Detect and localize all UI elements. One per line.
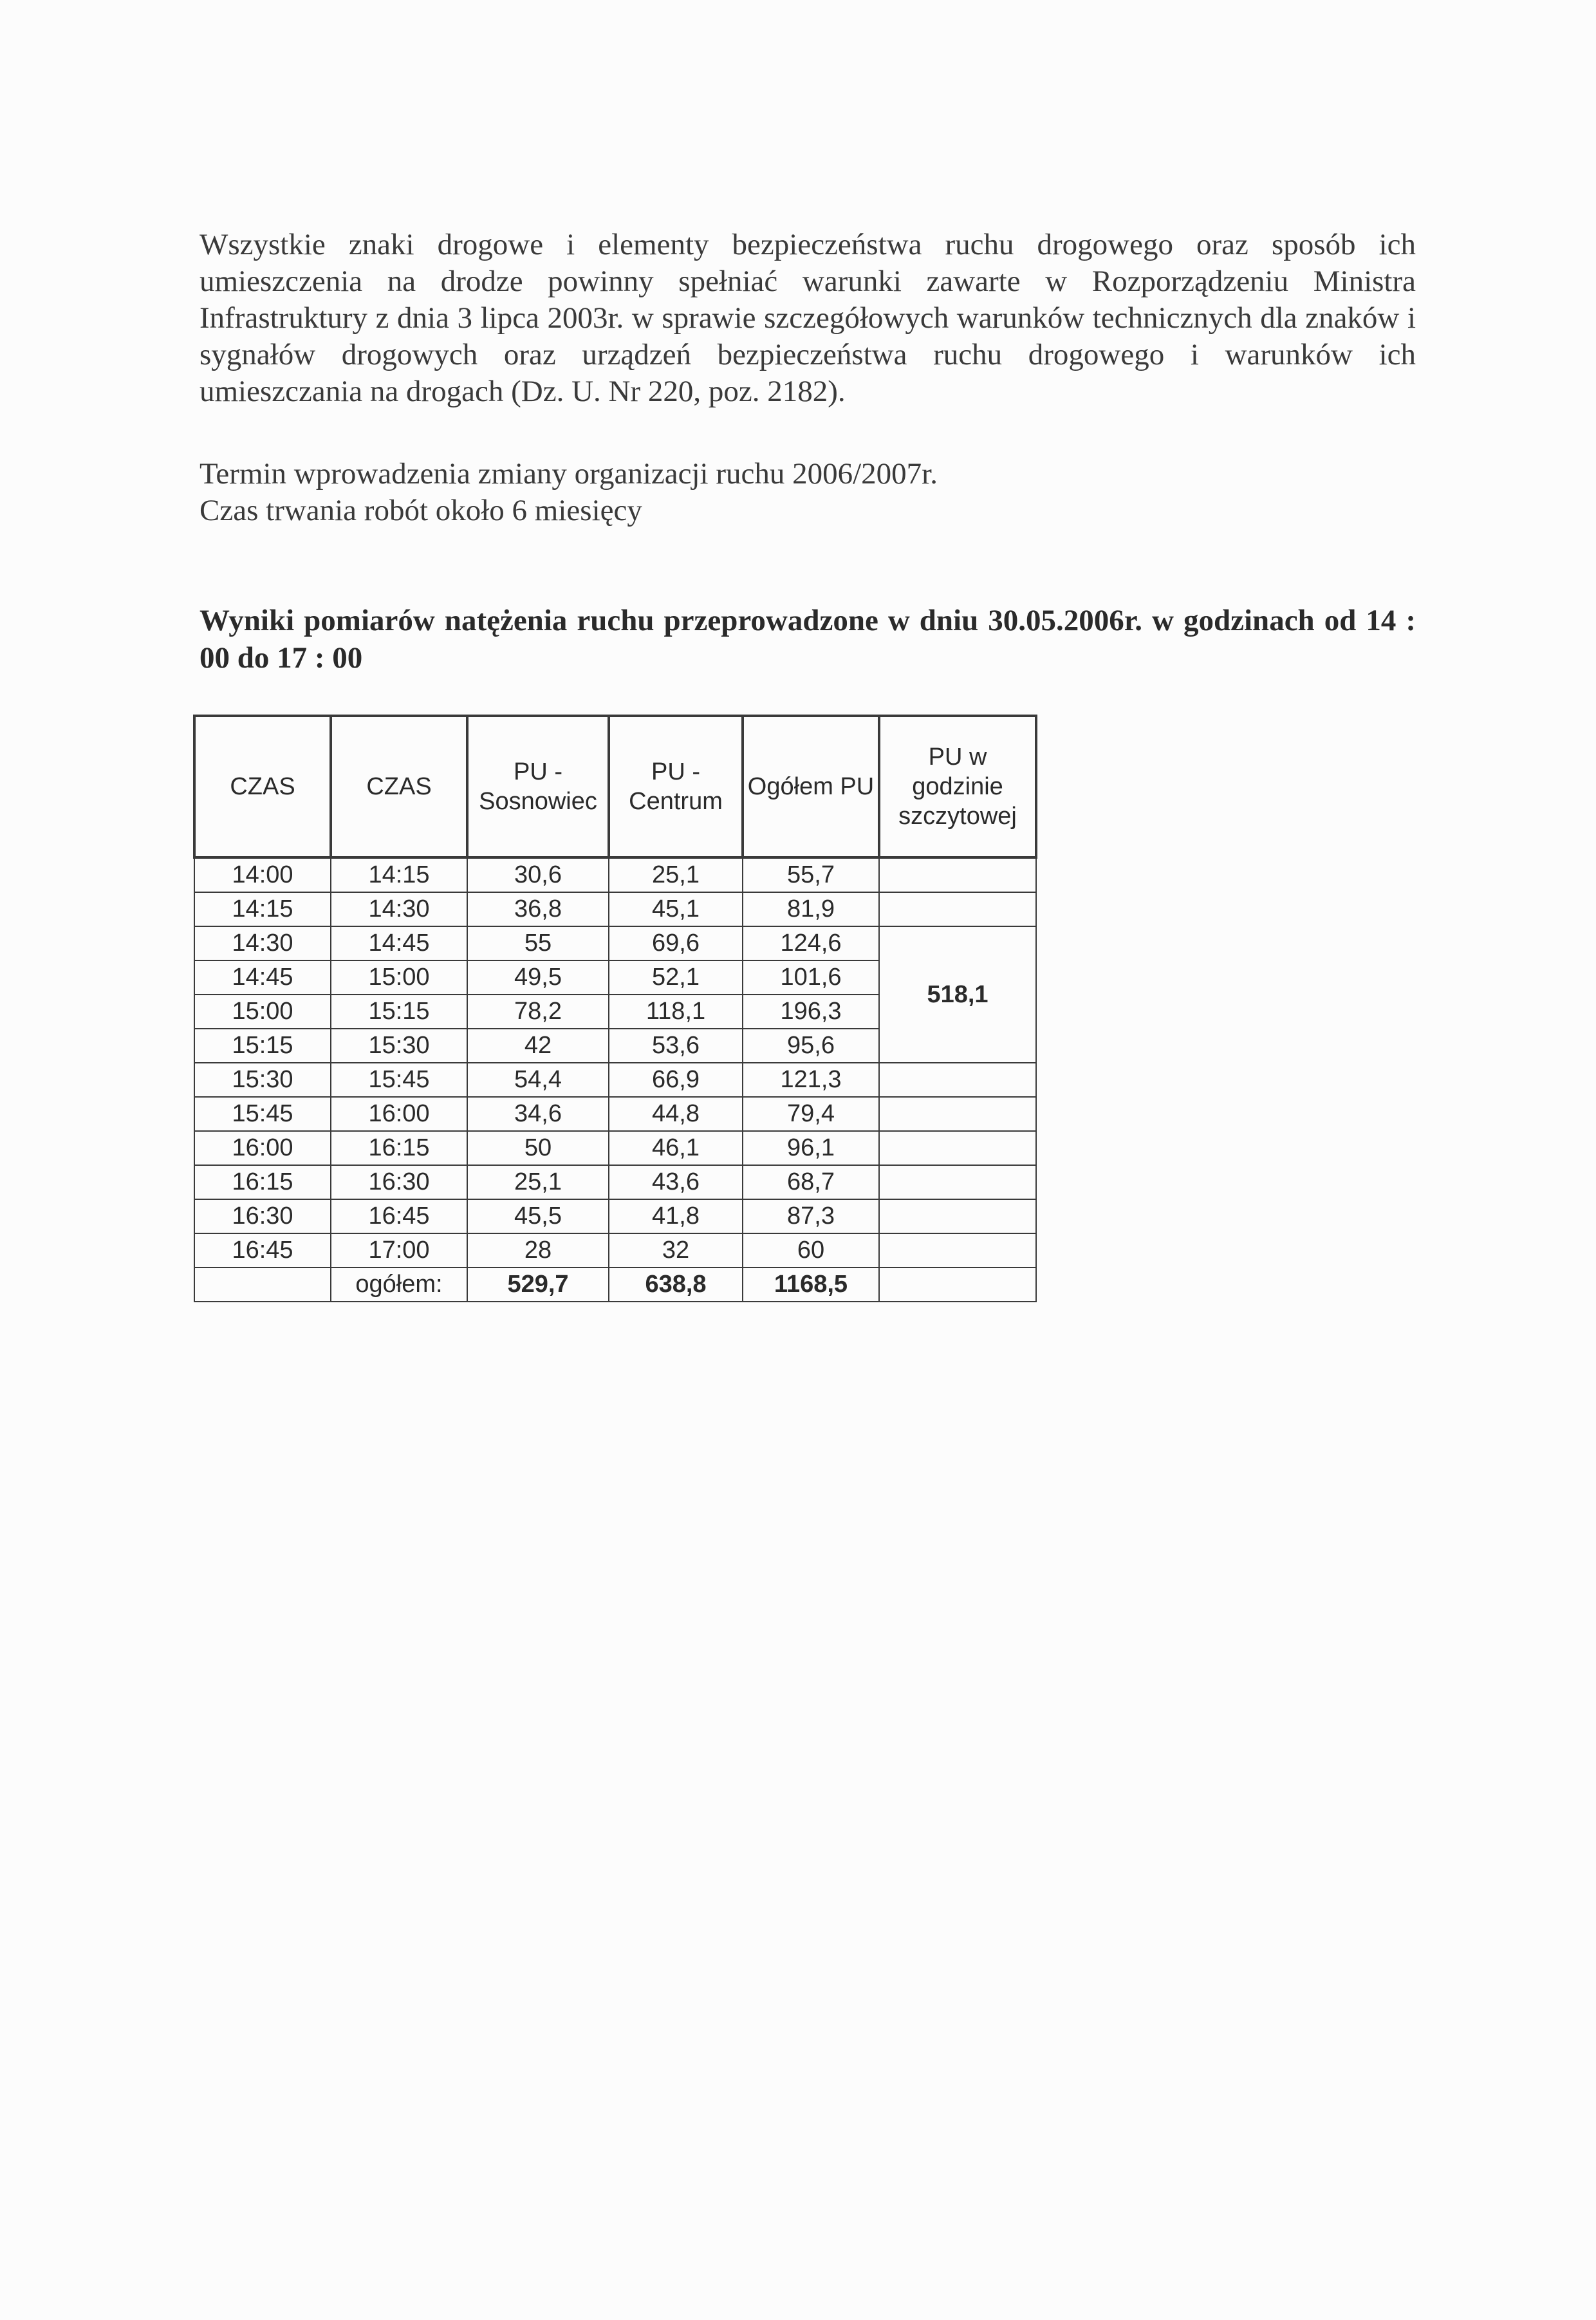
header-time-from: CZAS: [194, 716, 331, 857]
cell-pu-sosnowiec: 55: [467, 926, 609, 960]
cell-time-to: 14:30: [331, 892, 467, 926]
cell-pu-centrum: 53,6: [609, 1029, 743, 1063]
header-pu-total: Ogółem PU: [743, 716, 879, 857]
cell-time-to: 16:15: [331, 1131, 467, 1165]
cell-pu-centrum: 43,6: [609, 1165, 743, 1199]
cell-pu-sosnowiec: 25,1: [467, 1165, 609, 1199]
header-pu-peak-hour: PU w godzinie szczytowej: [879, 716, 1036, 857]
cell-time-to: 16:45: [331, 1199, 467, 1233]
cell-pu-sosnowiec: 78,2: [467, 995, 609, 1029]
cell-pu-total: 96,1: [743, 1131, 879, 1165]
cell-pu-sosnowiec: 28: [467, 1233, 609, 1268]
cell-peak-empty: [879, 857, 1036, 892]
table-body: [194, 857, 1036, 1302]
cell-time-from: 14:45: [194, 960, 331, 995]
schedule-line-term: Termin wprowadzenia zmiany organizacji ruchu 2006/2007r.: [200, 457, 938, 491]
cell-pu-centrum: 44,8: [609, 1097, 743, 1131]
cell-pu-total: 79,4: [743, 1097, 879, 1131]
measurement-heading: Wyniki pomiarów natężenia ruchu przeprowadzone w dniu 30.05.2006r. w godzinach od 14 : 00 do 17 : 00: [200, 604, 1416, 675]
cell-pu-centrum: 32: [609, 1233, 743, 1268]
cell-pu-centrum: 45,1: [609, 892, 743, 926]
table-header-row: [194, 716, 1036, 857]
traffic-table: [193, 715, 1037, 1302]
cell-time-from: 14:30: [194, 926, 331, 960]
cell-pu-sosnowiec: 54,4: [467, 1063, 609, 1097]
cell-time-from: 16:00: [194, 1131, 331, 1165]
header-time-to: CZAS: [331, 716, 467, 857]
cell-total-peak-empty: [879, 1268, 1036, 1302]
cell-pu-sosnowiec: 36,8: [467, 892, 609, 926]
table-row: [194, 1165, 1036, 1199]
cell-time-to: 14:15: [331, 857, 467, 892]
cell-pu-total: 60: [743, 1233, 879, 1268]
cell-total-empty: [194, 1268, 331, 1302]
cell-time-from: 16:45: [194, 1233, 331, 1268]
regulation-paragraph: Wszystkie znaki drogowe i elementy bezpieczeństwa ruchu drogowego oraz sposób ich umieszczenia na drodze powinny spełniać warunki zawarte w Rozporządzeniu Ministra Infrastruktury z dnia 3 lipca 2003r. w sprawie szczegółowych warunków technicznych dla znaków i sygnałów drogowych oraz urządzeń bezpieczeństwa ruchu drogowego i warunków ich umieszczania na drogach (Dz. U. Nr 220, poz. 2182).: [200, 228, 1416, 408]
cell-time-to: 17:00: [331, 1233, 467, 1268]
cell-time-from: 16:15: [194, 1165, 331, 1199]
table-row: [194, 1097, 1036, 1131]
cell-peak-empty: [879, 1199, 1036, 1233]
schedule-paragraph: [200, 456, 1416, 529]
cell-pu-centrum: 25,1: [609, 857, 743, 892]
cell-total-label: ogółem:: [331, 1268, 467, 1302]
cell-peak-value: 518,1: [879, 926, 1036, 1063]
table-row: [194, 1233, 1036, 1268]
cell-peak-empty: [879, 1165, 1036, 1199]
cell-pu-total: 87,3: [743, 1199, 879, 1233]
cell-pu-total: 121,3: [743, 1063, 879, 1097]
cell-peak-empty: [879, 1063, 1036, 1097]
cell-pu-total: 95,6: [743, 1029, 879, 1063]
table-row: [194, 926, 1036, 960]
cell-pu-total: 124,6: [743, 926, 879, 960]
cell-total-sosnowiec: 529,7: [467, 1268, 609, 1302]
cell-time-to: 15:00: [331, 960, 467, 995]
cell-peak-empty: [879, 1233, 1036, 1268]
cell-peak-empty: [879, 892, 1036, 926]
cell-pu-sosnowiec: 49,5: [467, 960, 609, 995]
cell-total-centrum: 638,8: [609, 1268, 743, 1302]
cell-pu-total: 196,3: [743, 995, 879, 1029]
cell-pu-sosnowiec: 42: [467, 1029, 609, 1063]
cell-pu-centrum: 118,1: [609, 995, 743, 1029]
cell-time-to: 15:15: [331, 995, 467, 1029]
table-row: [194, 892, 1036, 926]
cell-time-from: 15:45: [194, 1097, 331, 1131]
cell-pu-sosnowiec: 30,6: [467, 857, 609, 892]
schedule-line-duration: Czas trwania robót około 6 miesięcy: [200, 494, 642, 527]
cell-total-all: 1168,5: [743, 1268, 879, 1302]
cell-time-from: 14:00: [194, 857, 331, 892]
cell-time-from: 15:15: [194, 1029, 331, 1063]
table-row: [194, 1199, 1036, 1233]
table-total-row: [194, 1268, 1036, 1302]
table-row: [194, 1131, 1036, 1165]
cell-peak-empty: [879, 1097, 1036, 1131]
cell-time-from: 14:15: [194, 892, 331, 926]
header-pu-centrum: PU - Centrum: [609, 716, 743, 857]
cell-pu-centrum: 66,9: [609, 1063, 743, 1097]
cell-pu-sosnowiec: 45,5: [467, 1199, 609, 1233]
cell-time-from: 16:30: [194, 1199, 331, 1233]
cell-pu-centrum: 52,1: [609, 960, 743, 995]
cell-pu-sosnowiec: 50: [467, 1131, 609, 1165]
cell-time-to: 16:00: [331, 1097, 467, 1131]
cell-time-to: 16:30: [331, 1165, 467, 1199]
cell-pu-total: 81,9: [743, 892, 879, 926]
header-pu-sosnowiec: PU - Sosnowiec: [467, 716, 609, 857]
cell-peak-empty: [879, 1131, 1036, 1165]
cell-pu-sosnowiec: 34,6: [467, 1097, 609, 1131]
cell-pu-total: 55,7: [743, 857, 879, 892]
cell-pu-total: 101,6: [743, 960, 879, 995]
cell-time-to: 14:45: [331, 926, 467, 960]
cell-time-to: 15:30: [331, 1029, 467, 1063]
cell-time-from: 15:00: [194, 995, 331, 1029]
cell-pu-centrum: 41,8: [609, 1199, 743, 1233]
cell-time-from: 15:30: [194, 1063, 331, 1097]
cell-time-to: 15:45: [331, 1063, 467, 1097]
cell-pu-centrum: 46,1: [609, 1131, 743, 1165]
cell-pu-total: 68,7: [743, 1165, 879, 1199]
table-row: [194, 857, 1036, 892]
cell-pu-centrum: 69,6: [609, 926, 743, 960]
table-row: [194, 1063, 1036, 1097]
